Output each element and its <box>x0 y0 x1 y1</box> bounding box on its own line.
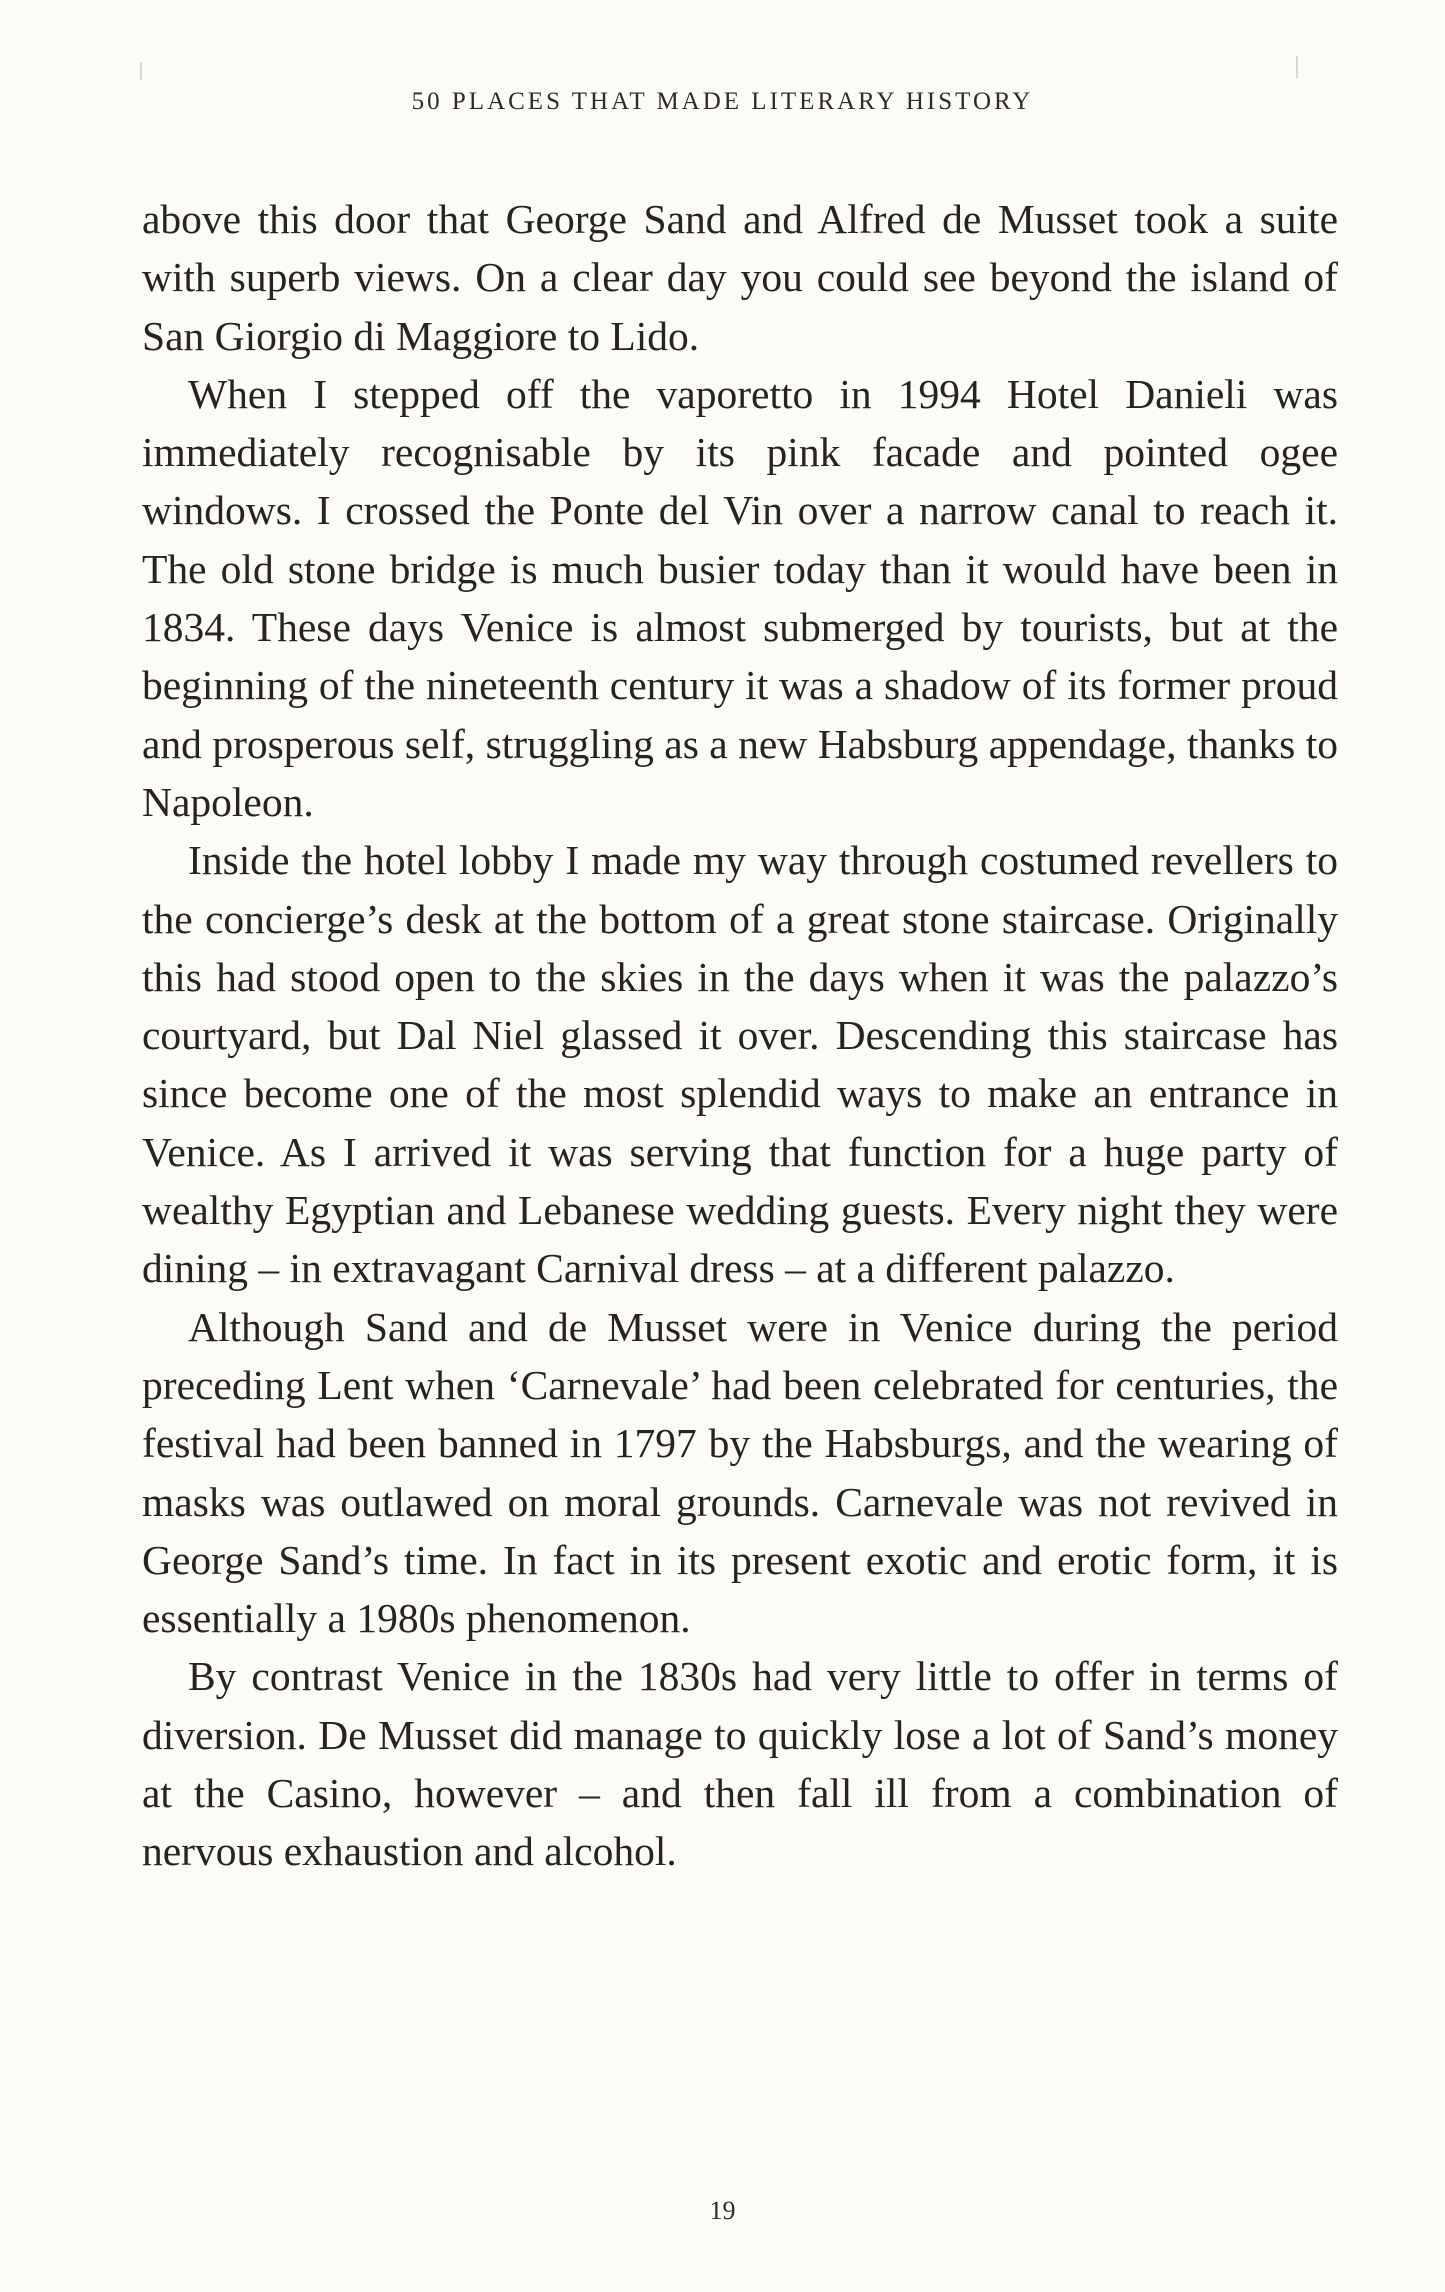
page-number: 19 <box>709 2196 736 2225</box>
scan-artifact-mark <box>1296 56 1298 78</box>
body-text <box>142 190 1338 1881</box>
paragraph: By contrast Venice in the 1830s had very little to offer in terms of diversion. De Musset did manage to quickly lose a lot of Sand’s money at the Casino, however – and then fall ill from a combination of nervous exhaustion and alcohol. <box>142 1653 1338 1875</box>
running-head: 50 PLACES THAT MADE LITERARY HISTORY <box>411 88 1034 115</box>
paragraph: When I stepped off the vaporetto in 1994 Hotel Danieli was immediately recognisable by its pink facade and pointed ogee windows. I crossed the Ponte del Vin over a narrow canal to reach it. The old stone bridge is much busier today than it would have been in 1834. These days Venice is almost submerged by tourists, but at the beginning of the nineteenth century it was a shadow of its former proud and prosperous self, struggling as a new Habsburg appendage, thanks to Napoleon. <box>142 370 1338 825</box>
paragraph: Although Sand and de Musset were in Venice during the period preceding Lent when ‘Carnevale’ had been celebrated for centuries, the festival had been banned in 1797 by the Habsburgs, and the wearing of masks was outlawed on moral grounds. Carnevale was not revived in George Sand’s time. In fact in its present exotic and erotic form, it is essentially a 1980s phenomenon. <box>142 1303 1338 1642</box>
scan-artifact-mark <box>140 62 142 80</box>
paragraph: above this door that George Sand and Alfred de Musset took a suite with superb views. On a clear day you could see beyond the island of San Giorgio di Maggiore to Lido. <box>142 196 1338 359</box>
paragraph: Inside the hotel lobby I made my way through costumed revellers to the concierge’s desk at the bottom of a great stone staircase. Originally this had stood open to the skies in the days when it was the palazzo’s courtyard, but Dal Niel glassed it over. Descending this staircase has since become one of the most splendid ways to make an entrance in Venice. As I arrived it was serving that function for a huge party of wealthy Egyptian and Lebanese wedding guests. Every night they were dining – in extravagant Carnival dress – at a different palazzo. <box>142 837 1338 1292</box>
